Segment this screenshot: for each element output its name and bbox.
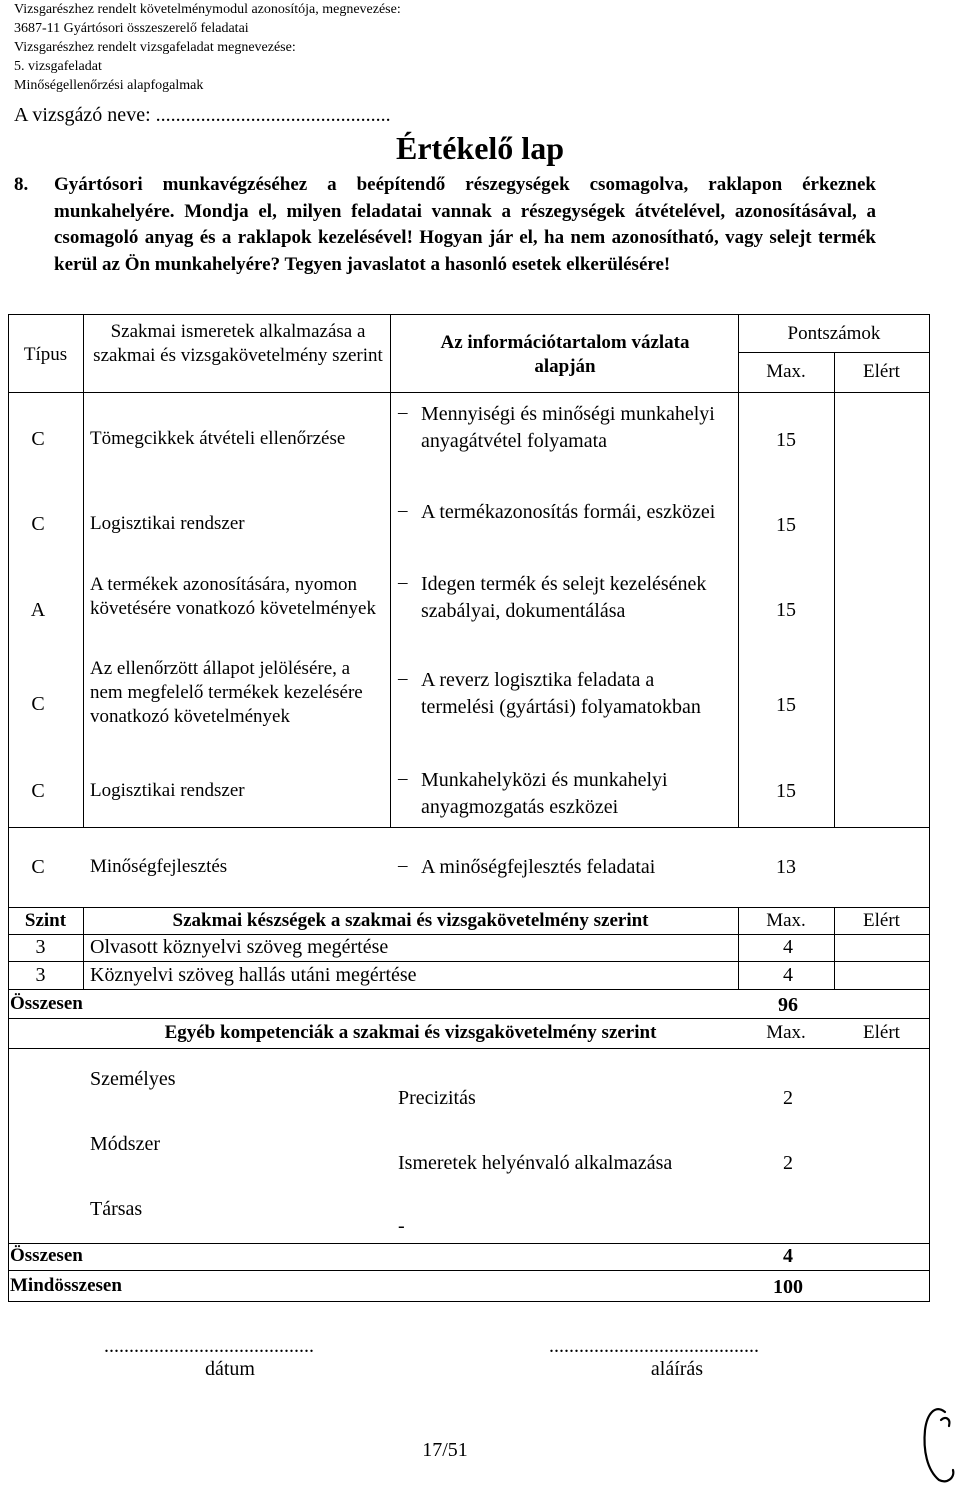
competence-total-value: 4 (783, 1245, 793, 1267)
dash-bullet: – (398, 668, 408, 689)
competence-item: - (398, 1215, 405, 1237)
table-row-outline: Mennyiségi és minőségi munkahelyi anyagátvétel folyamata (421, 403, 715, 452)
competence-total-label: Összesen (10, 1245, 83, 1266)
header-knowledge: Szakmai ismeretek alkalmazása a szakmai és vizsgakövetelmény szerint (93, 321, 383, 366)
dash-bullet: – (398, 572, 408, 593)
grand-total-value: 100 (773, 1276, 803, 1298)
table-row-max: 15 (776, 599, 796, 621)
task-description (14, 172, 876, 278)
table-row-knowledge: Logisztikai rendszer (90, 513, 245, 534)
dash-bullet: – (398, 855, 408, 876)
task-text: Gyártósori munkavégzéséhez a beépítendő részegységek csomagolva, raklapon érkeznek munkahelyére. Mondja el, milyen feladatai vannak a részegységek átvételével, azonosításával, a csomagoló anyag és a raklapok kezelésével! Hogyan jár el, ha nem azonosítható, vagy selejt termék kerül az Ön munkahelyére? Tegyen javaslatot a hasonló esetek elkerülésére! (54, 174, 876, 275)
header-line: Vizsgarészhez rendelt követelménymodul azonosítója, megnevezése: (14, 2, 401, 17)
header-line: 5. vizsgafeladat (14, 59, 102, 74)
dash-bullet: – (398, 768, 408, 789)
skills-row-level: 3 (35, 964, 46, 986)
header-max: Max. (766, 361, 806, 382)
table-row-type: A (30, 599, 46, 621)
competence-item: Ismeretek helyénvaló alkalmazása (398, 1152, 673, 1174)
table-row-type: C (31, 856, 45, 878)
competence-header-max: Max. (766, 1022, 806, 1043)
task-number: 8. (14, 174, 29, 195)
table-row-max: 15 (776, 514, 796, 536)
table-row-outline: Idegen termék és selejt kezelésének szabályai, dokumentálása (421, 573, 707, 622)
table-row-max: 15 (776, 780, 796, 802)
page-title: Értékelő lap (396, 130, 564, 166)
header-type: Típus (23, 344, 68, 365)
candidate-name-field: A vizsgázó neve: ............................................... (14, 104, 391, 126)
skills-header-achieved: Elért (863, 910, 900, 931)
skills-row-level: 3 (35, 936, 46, 958)
table-row-knowledge: Logisztikai rendszer (90, 780, 245, 801)
competence-header-achieved: Elért (863, 1022, 900, 1043)
skills-row-skill: Olvasott köznyelvi szöveg megértése (90, 936, 389, 958)
table-row-outline: A termékazonosítás formái, eszközei (421, 501, 716, 523)
table-row-knowledge: Minőségfejlesztés (90, 856, 228, 877)
grand-total-label: Mindösszesen (10, 1275, 122, 1296)
skills-row-max: 4 (783, 964, 793, 986)
skills-row-skill: Köznyelvi szöveg hallás utáni megértése (90, 964, 417, 986)
header-line: Vizsgarészhez rendelt vizsgafeladat megnevezése: (14, 40, 296, 55)
competence-category: Módszer (90, 1133, 160, 1155)
table-row-outline: Munkahelyközi és munkahelyi anyagmozgatás eszközei (421, 769, 668, 818)
skills-header-title: Szakmai készségek a szakmai és vizsgakövetelmény szerint (172, 910, 649, 931)
competence-header-title: Egyéb kompetenciák a szakmai és vizsgakövetelmény szerint (164, 1022, 657, 1043)
competence-category: Személyes (90, 1068, 176, 1090)
header-line: 3687-11 Gyártósori összeszerelő feladatai (14, 21, 249, 36)
header-line: Minőségellenőrzési alapfogalmak (14, 78, 204, 93)
header-outline: Az információtartalom vázlata alapján (440, 332, 690, 377)
skills-total-value: 96 (778, 994, 798, 1016)
skills-row-max: 4 (783, 936, 793, 958)
table-row-type: C (31, 693, 45, 715)
signature-label: aláírás (650, 1358, 704, 1380)
skills-header-level: Szint (24, 910, 67, 931)
competence-item-max: 2 (783, 1152, 793, 1174)
table-row-outline: A minőségfejlesztés feladatai (421, 856, 656, 878)
page-number: 17/51 (422, 1439, 468, 1461)
dash-bullet: – (398, 500, 408, 521)
dash-bullet: – (398, 402, 408, 423)
table-row-max: 13 (776, 856, 796, 878)
table-row-outline: A reverz logisztika feladata a termelési (gyártási) folyamatokban (421, 669, 701, 718)
skills-total-label: Összesen (10, 993, 83, 1014)
competence-item-max: 2 (783, 1087, 793, 1109)
table-row-type: C (31, 428, 45, 450)
skills-header-max: Max. (766, 910, 806, 931)
header-achieved: Elért (863, 361, 900, 382)
competence-item: Precizitás (398, 1087, 476, 1109)
table-row-knowledge: Tömegcikkek átvételi ellenőrzése (90, 428, 346, 449)
table-row-type: C (31, 780, 45, 802)
table-row-max: 15 (776, 429, 796, 451)
date-label: dátum (205, 1358, 255, 1380)
document-header (14, 0, 401, 95)
table-row-max: 15 (776, 694, 796, 716)
date-dots: .......................................... (104, 1335, 314, 1357)
signature-dots: .......................................... (549, 1335, 759, 1357)
table-row-type: C (31, 513, 45, 535)
table-row-knowledge: A termékek azonosítására, nyomon követésére vonatkozó követelmények (90, 574, 376, 619)
competence-category: Társas (90, 1198, 143, 1220)
table-row-knowledge: Az ellenőrzött állapot jelölésére, a nem megfelelő termékek kezelésére vonatkozó követelmények (90, 658, 363, 727)
header-points: Pontszámok (787, 323, 881, 344)
handwritten-signature (905, 1400, 960, 1486)
